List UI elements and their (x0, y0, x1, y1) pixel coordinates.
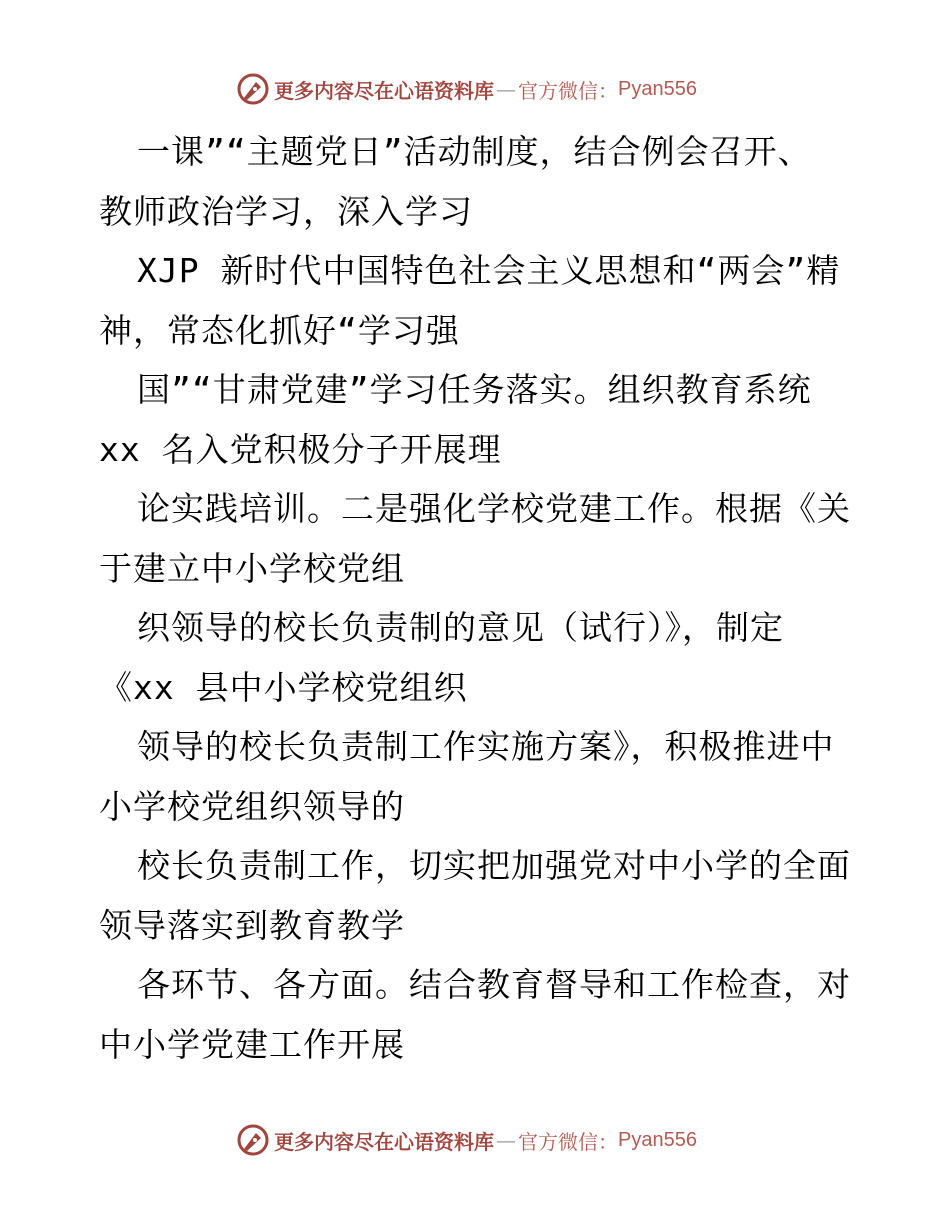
body-line: 领导的校长负责制工作实施方案》，积极推进中 (137, 727, 835, 766)
body-line: 神，常态化抓好“学习强 (99, 310, 460, 350)
body-line: xx 名入党积极分子开展理 (99, 429, 502, 469)
body-line: 国”“甘肃党建”学习任务落实。组织教育系统 (137, 370, 812, 409)
watermark-wechat-label: 官方微信： (518, 1129, 618, 1154)
body-line: 领导落实到教育教学 (99, 905, 405, 945)
body-line: 中小学党建工作开展 (99, 1024, 405, 1064)
body-line: XJP 新时代中国特色社会主义思想和“两会”精 (137, 251, 841, 290)
body-line: 《xx 县中小学校党组织 (99, 667, 468, 707)
watermark-dash: — (496, 77, 516, 101)
body-line: 小学校党组织领导的 (99, 786, 405, 826)
watermark-wechat-label: 官方微信： (518, 78, 618, 103)
watermark-dash: — (496, 1128, 516, 1152)
header-watermark (236, 72, 697, 106)
pen-nib-circle-icon (236, 72, 270, 106)
body-line: 各环节、各方面。结合教育督导和工作检查，对 (137, 965, 851, 1004)
body-line: 校长负责制工作，切实把加强党对中小学的全面 (137, 846, 851, 885)
body-line: 教师政治学习，深入学习 (99, 191, 473, 231)
body-line: 织领导的校长负责制的意见（试行）》，制定 (137, 608, 784, 647)
footer-watermark (236, 1123, 697, 1157)
document-body (99, 122, 859, 1074)
body-line: 论实践培训。二是强化学校党建工作。根据《关 (137, 489, 851, 528)
watermark-wechat-id: Pyan556 (618, 77, 697, 100)
body-line: 一课”“主题党日”活动制度，结合例会召开、 (137, 132, 812, 171)
body-line: 于建立中小学校党组 (99, 548, 405, 588)
pen-nib-circle-icon (236, 1123, 270, 1157)
watermark-text: 更多内容尽在心语资料库 (274, 1129, 494, 1154)
watermark-wechat-id: Pyan556 (618, 1128, 697, 1151)
watermark-text: 更多内容尽在心语资料库 (274, 78, 494, 103)
